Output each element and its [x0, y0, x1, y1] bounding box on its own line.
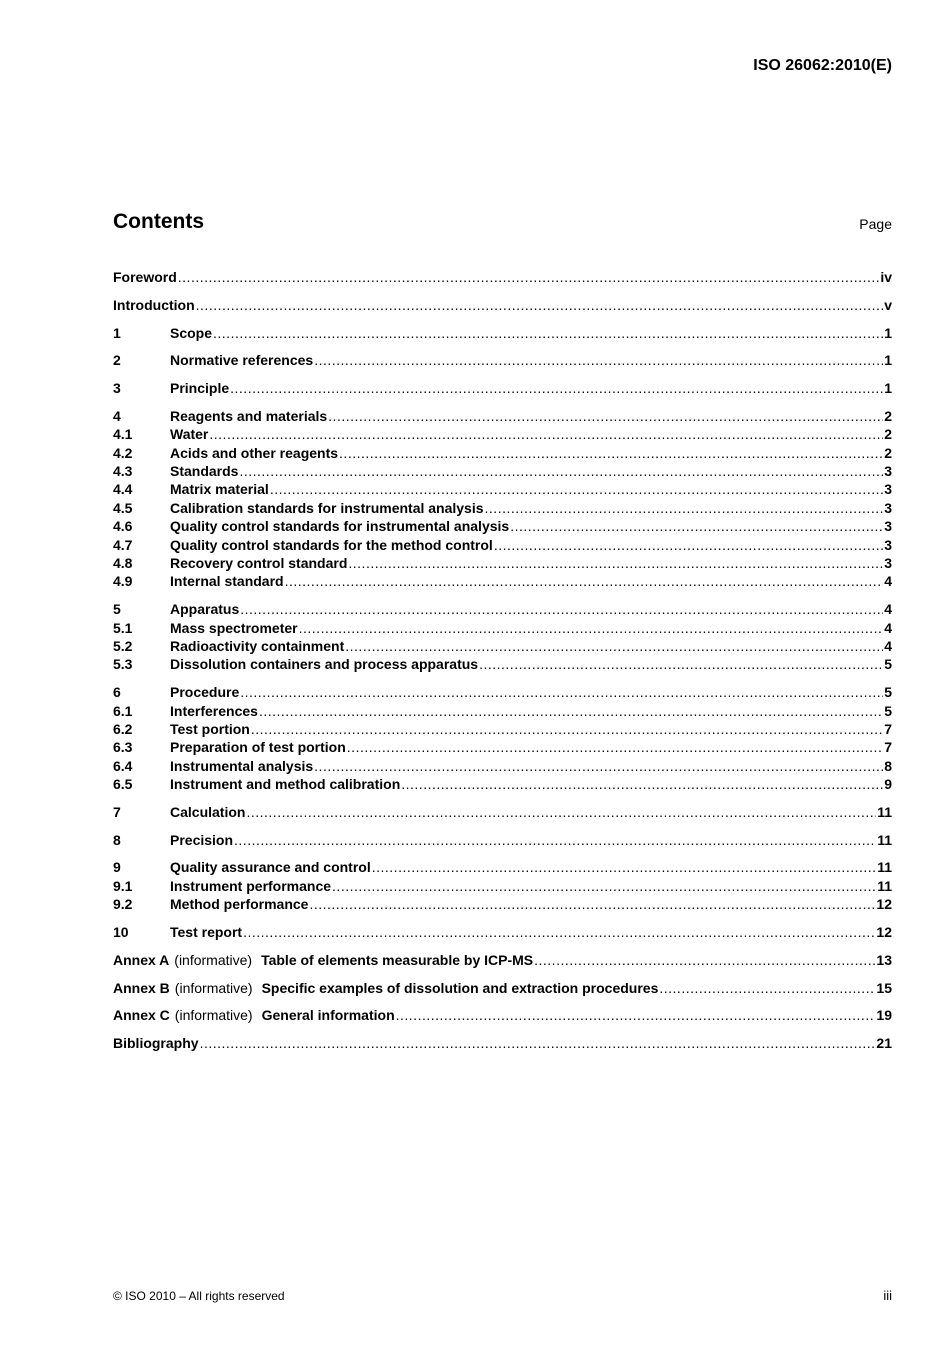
toc-dot-leader — [285, 572, 884, 590]
bibliography-page: 21 — [876, 1035, 892, 1052]
toc-entry-title: Normative references — [170, 352, 314, 369]
toc-entry-title: Quality control standards for instrumental analysis — [170, 518, 510, 535]
annex-title: Table of elements measurable by ICP-MS — [261, 951, 534, 968]
document-id: ISO 26062:2010(E) — [753, 57, 892, 74]
toc-dot-leader — [659, 979, 875, 997]
toc-entry-number: 9.1 — [113, 877, 133, 894]
toc-entry-page: 1 — [884, 352, 892, 369]
toc-entry-number: 4.7 — [113, 536, 133, 553]
toc-entry[interactable] — [113, 619, 892, 637]
toc-entry[interactable] — [113, 895, 892, 913]
toc-entry[interactable] — [113, 407, 892, 425]
toc-entry-title: Reagents and materials — [170, 407, 328, 424]
annex-type: (informative) — [174, 979, 253, 996]
toc-entry[interactable] — [113, 462, 892, 480]
toc-bibliography-entry[interactable] — [113, 1034, 892, 1052]
toc-dot-leader — [309, 895, 875, 913]
toc-entry-page: 1 — [884, 324, 892, 341]
toc-entry-number: 4.3 — [113, 463, 133, 480]
toc-dot-leader — [299, 619, 884, 637]
toc-entry-page: 3 — [884, 518, 892, 535]
toc-dot-leader — [240, 683, 883, 701]
annex-title: General information — [261, 1007, 395, 1024]
toc-entry-number: 4.5 — [113, 499, 133, 516]
toc-dot-leader — [345, 637, 883, 655]
annex-label: Annex C — [113, 1007, 170, 1024]
toc-entry[interactable] — [113, 720, 892, 738]
toc-entry-number: 1 — [113, 324, 121, 341]
toc-entry[interactable] — [113, 536, 892, 554]
toc-entry-title: Quality assurance and control — [170, 859, 371, 876]
toc-annex-entry[interactable] — [113, 1006, 892, 1024]
toc-entry-number: 2 — [113, 352, 121, 369]
toc-entry-title: Scope — [170, 324, 213, 341]
toc-dot-leader — [240, 600, 883, 618]
toc-entry-number: 9.2 — [113, 896, 133, 913]
toc-dot-leader — [479, 655, 883, 673]
toc-entry-page: 2 — [884, 444, 892, 461]
toc-entry[interactable] — [113, 858, 892, 876]
toc-entry-title: Test portion — [170, 720, 250, 737]
toc-entry-number: 9 — [113, 859, 121, 876]
toc-dot-leader — [485, 499, 884, 517]
toc-entry-title: Test report — [170, 924, 243, 941]
toc-entry-page: 11 — [877, 803, 892, 820]
toc-entry-title: Matrix material — [170, 481, 269, 498]
toc-dot-leader — [213, 324, 883, 342]
toc-entry-page: 3 — [884, 536, 892, 553]
toc-entry[interactable] — [113, 517, 892, 535]
annex-title: Specific examples of dissolution and extraction procedures — [261, 979, 659, 996]
toc-dot-leader — [200, 1034, 876, 1052]
toc-entry[interactable] — [113, 877, 892, 895]
toc-entry-title: Instrument and method calibration — [170, 776, 401, 793]
toc-entry[interactable] — [113, 775, 892, 793]
toc-entry-page: 8 — [884, 757, 892, 774]
toc-dot-leader — [339, 444, 883, 462]
toc-entry[interactable] — [113, 425, 892, 443]
toc-dot-leader — [243, 923, 875, 941]
toc-dot-leader — [348, 554, 883, 572]
toc-entry[interactable] — [113, 499, 892, 517]
toc-entry[interactable] — [113, 324, 892, 342]
toc-entry-page: 4 — [884, 601, 892, 618]
toc-entry-page: 7 — [884, 720, 892, 737]
toc-entry[interactable] — [113, 480, 892, 498]
annex-page: 13 — [876, 951, 892, 968]
toc-entry-page: 11 — [877, 877, 892, 894]
toc-dot-leader — [534, 951, 875, 969]
toc-entry-title: Acids and other reagents — [170, 444, 339, 461]
toc-entry-title: Water — [170, 426, 209, 443]
annex-type: (informative) — [174, 1007, 253, 1024]
toc-entry-number: 6 — [113, 684, 121, 701]
toc-annex-entry[interactable] — [113, 979, 892, 997]
toc-entry[interactable] — [113, 637, 892, 655]
toc-entry-number: 5 — [113, 601, 121, 618]
toc-dot-leader — [314, 757, 883, 775]
toc-entry[interactable] — [113, 600, 892, 618]
toc-entry[interactable] — [113, 268, 892, 286]
toc-dot-leader — [196, 296, 884, 314]
toc-dot-leader — [328, 407, 883, 425]
toc-entry-page: 4 — [884, 619, 892, 636]
toc-entry-title: Mass spectrometer — [170, 619, 298, 636]
toc-entry[interactable] — [113, 296, 892, 314]
toc-dot-leader — [239, 462, 883, 480]
footer-copyright: © ISO 2010 – All rights reserved — [113, 1289, 285, 1303]
toc-entry-number: 6.2 — [113, 720, 133, 737]
toc-entry-page: 12 — [876, 896, 892, 913]
page-column-label: Page — [859, 216, 892, 232]
toc-entry-number: 4.6 — [113, 518, 133, 535]
toc-entry-number: 10 — [113, 924, 129, 941]
bibliography-title: Bibliography — [113, 1035, 199, 1052]
annex-label: Annex A — [113, 951, 170, 968]
toc-dot-leader — [270, 480, 883, 498]
toc-entry-title: Principle — [170, 380, 230, 397]
toc-entry[interactable] — [113, 923, 892, 941]
toc-entry-number: 3 — [113, 380, 121, 397]
toc-entry[interactable] — [113, 757, 892, 775]
toc-entry-page: 2 — [884, 426, 892, 443]
toc-entry-title: Recovery control standard — [170, 555, 348, 572]
toc-entry-number: 6.4 — [113, 757, 133, 774]
toc-entry-title: Preparation of test portion — [170, 739, 346, 756]
toc-dot-leader — [230, 379, 883, 397]
toc-entry-number: 5.2 — [113, 637, 133, 654]
toc-entry-page: 4 — [884, 573, 892, 590]
toc-dot-leader — [234, 831, 876, 849]
toc-entry-number: 4 — [113, 407, 121, 424]
toc-entry-title: Calibration standards for instrumental analysis — [170, 499, 484, 516]
toc-entry-page: 5 — [884, 702, 892, 719]
toc-entry-page: 3 — [884, 481, 892, 498]
toc-entry-title: Introduction — [113, 296, 195, 313]
toc-entry-title: Radioactivity containment — [170, 637, 345, 654]
toc-entry-title: Dissolution containers and process apparatus — [170, 656, 479, 673]
toc-entry-title: Calculation — [170, 803, 246, 820]
toc-entry-title: Interferences — [170, 702, 258, 719]
toc-dot-leader — [494, 536, 883, 554]
toc-entry-number: 4.9 — [113, 573, 133, 590]
toc-dot-leader — [510, 517, 883, 535]
toc-entry-page: 9 — [884, 776, 892, 793]
toc-dot-leader — [178, 268, 880, 286]
toc-entry-title: Internal standard — [170, 573, 284, 590]
toc-entry-number: 5.3 — [113, 656, 133, 673]
toc-dot-leader — [332, 877, 876, 895]
toc-entry[interactable] — [113, 554, 892, 572]
toc-entry-title: Procedure — [170, 684, 240, 701]
page-title: Contents — [113, 210, 204, 233]
toc-entry[interactable] — [113, 379, 892, 397]
toc-entry-number: 4.1 — [113, 426, 133, 443]
toc-entry-number: 8 — [113, 831, 121, 848]
toc-entry[interactable] — [113, 683, 892, 701]
toc-entry-number: 4.8 — [113, 555, 133, 572]
toc-dot-leader — [396, 1006, 876, 1024]
annex-page: 19 — [876, 1007, 892, 1024]
toc-dot-leader — [259, 702, 883, 720]
toc-dot-leader — [246, 803, 876, 821]
toc-entry-page: iv — [880, 269, 892, 285]
toc-entry-title: Apparatus — [170, 601, 240, 618]
toc-entry-page: 4 — [884, 637, 892, 654]
toc-entry[interactable] — [113, 351, 892, 369]
toc-entry-page: 7 — [884, 739, 892, 756]
toc-entry-page: 2 — [884, 407, 892, 424]
toc-entry-title: Method performance — [170, 896, 309, 913]
toc-entry-number: 6.1 — [113, 702, 133, 719]
annex-page: 15 — [876, 979, 892, 996]
toc-entry-page: 5 — [884, 656, 892, 673]
toc-annex-entry[interactable] — [113, 951, 892, 969]
toc-entry[interactable] — [113, 831, 892, 849]
toc-entry[interactable] — [113, 572, 892, 590]
toc-entry-title: Instrumental analysis — [170, 757, 314, 774]
toc-entry[interactable] — [113, 738, 892, 756]
toc-entry[interactable] — [113, 444, 892, 462]
toc-entry-number: 6.3 — [113, 739, 133, 756]
toc-entry[interactable] — [113, 655, 892, 673]
toc-entry-page: v — [884, 296, 892, 313]
toc-entry-number: 7 — [113, 803, 121, 820]
table-of-contents — [113, 268, 892, 1053]
toc-entry-page: 3 — [884, 463, 892, 480]
toc-entry[interactable] — [113, 702, 892, 720]
toc-entry[interactable] — [113, 803, 892, 821]
toc-dot-leader — [401, 775, 883, 793]
toc-entry-page: 11 — [877, 859, 892, 876]
footer-page-number: iii — [883, 1288, 892, 1303]
toc-dot-leader — [251, 720, 883, 738]
toc-entry-title: Standards — [170, 463, 239, 480]
toc-entry-number: 4.4 — [113, 481, 133, 498]
toc-dot-leader — [209, 425, 883, 443]
toc-dot-leader — [314, 351, 883, 369]
toc-dot-leader — [372, 858, 876, 876]
toc-entry-title: Foreword — [113, 269, 177, 285]
annex-label: Annex B — [113, 979, 170, 996]
toc-entry-page: 12 — [876, 924, 892, 941]
toc-entry-page: 11 — [877, 831, 892, 848]
toc-entry-title: Precision — [170, 831, 234, 848]
toc-entry-page: 1 — [884, 380, 892, 397]
toc-entry-title: Quality control standards for the method control — [170, 536, 493, 553]
annex-type: (informative) — [174, 951, 253, 968]
toc-entry-page: 3 — [884, 555, 892, 572]
toc-entry-number: 4.2 — [113, 444, 133, 461]
toc-entry-number: 6.5 — [113, 776, 133, 793]
toc-entry-number: 5.1 — [113, 619, 133, 636]
toc-entry-page: 3 — [884, 499, 892, 516]
toc-dot-leader — [347, 738, 883, 756]
toc-entry-title: Instrument performance — [170, 877, 332, 894]
toc-entry-page: 5 — [884, 684, 892, 701]
